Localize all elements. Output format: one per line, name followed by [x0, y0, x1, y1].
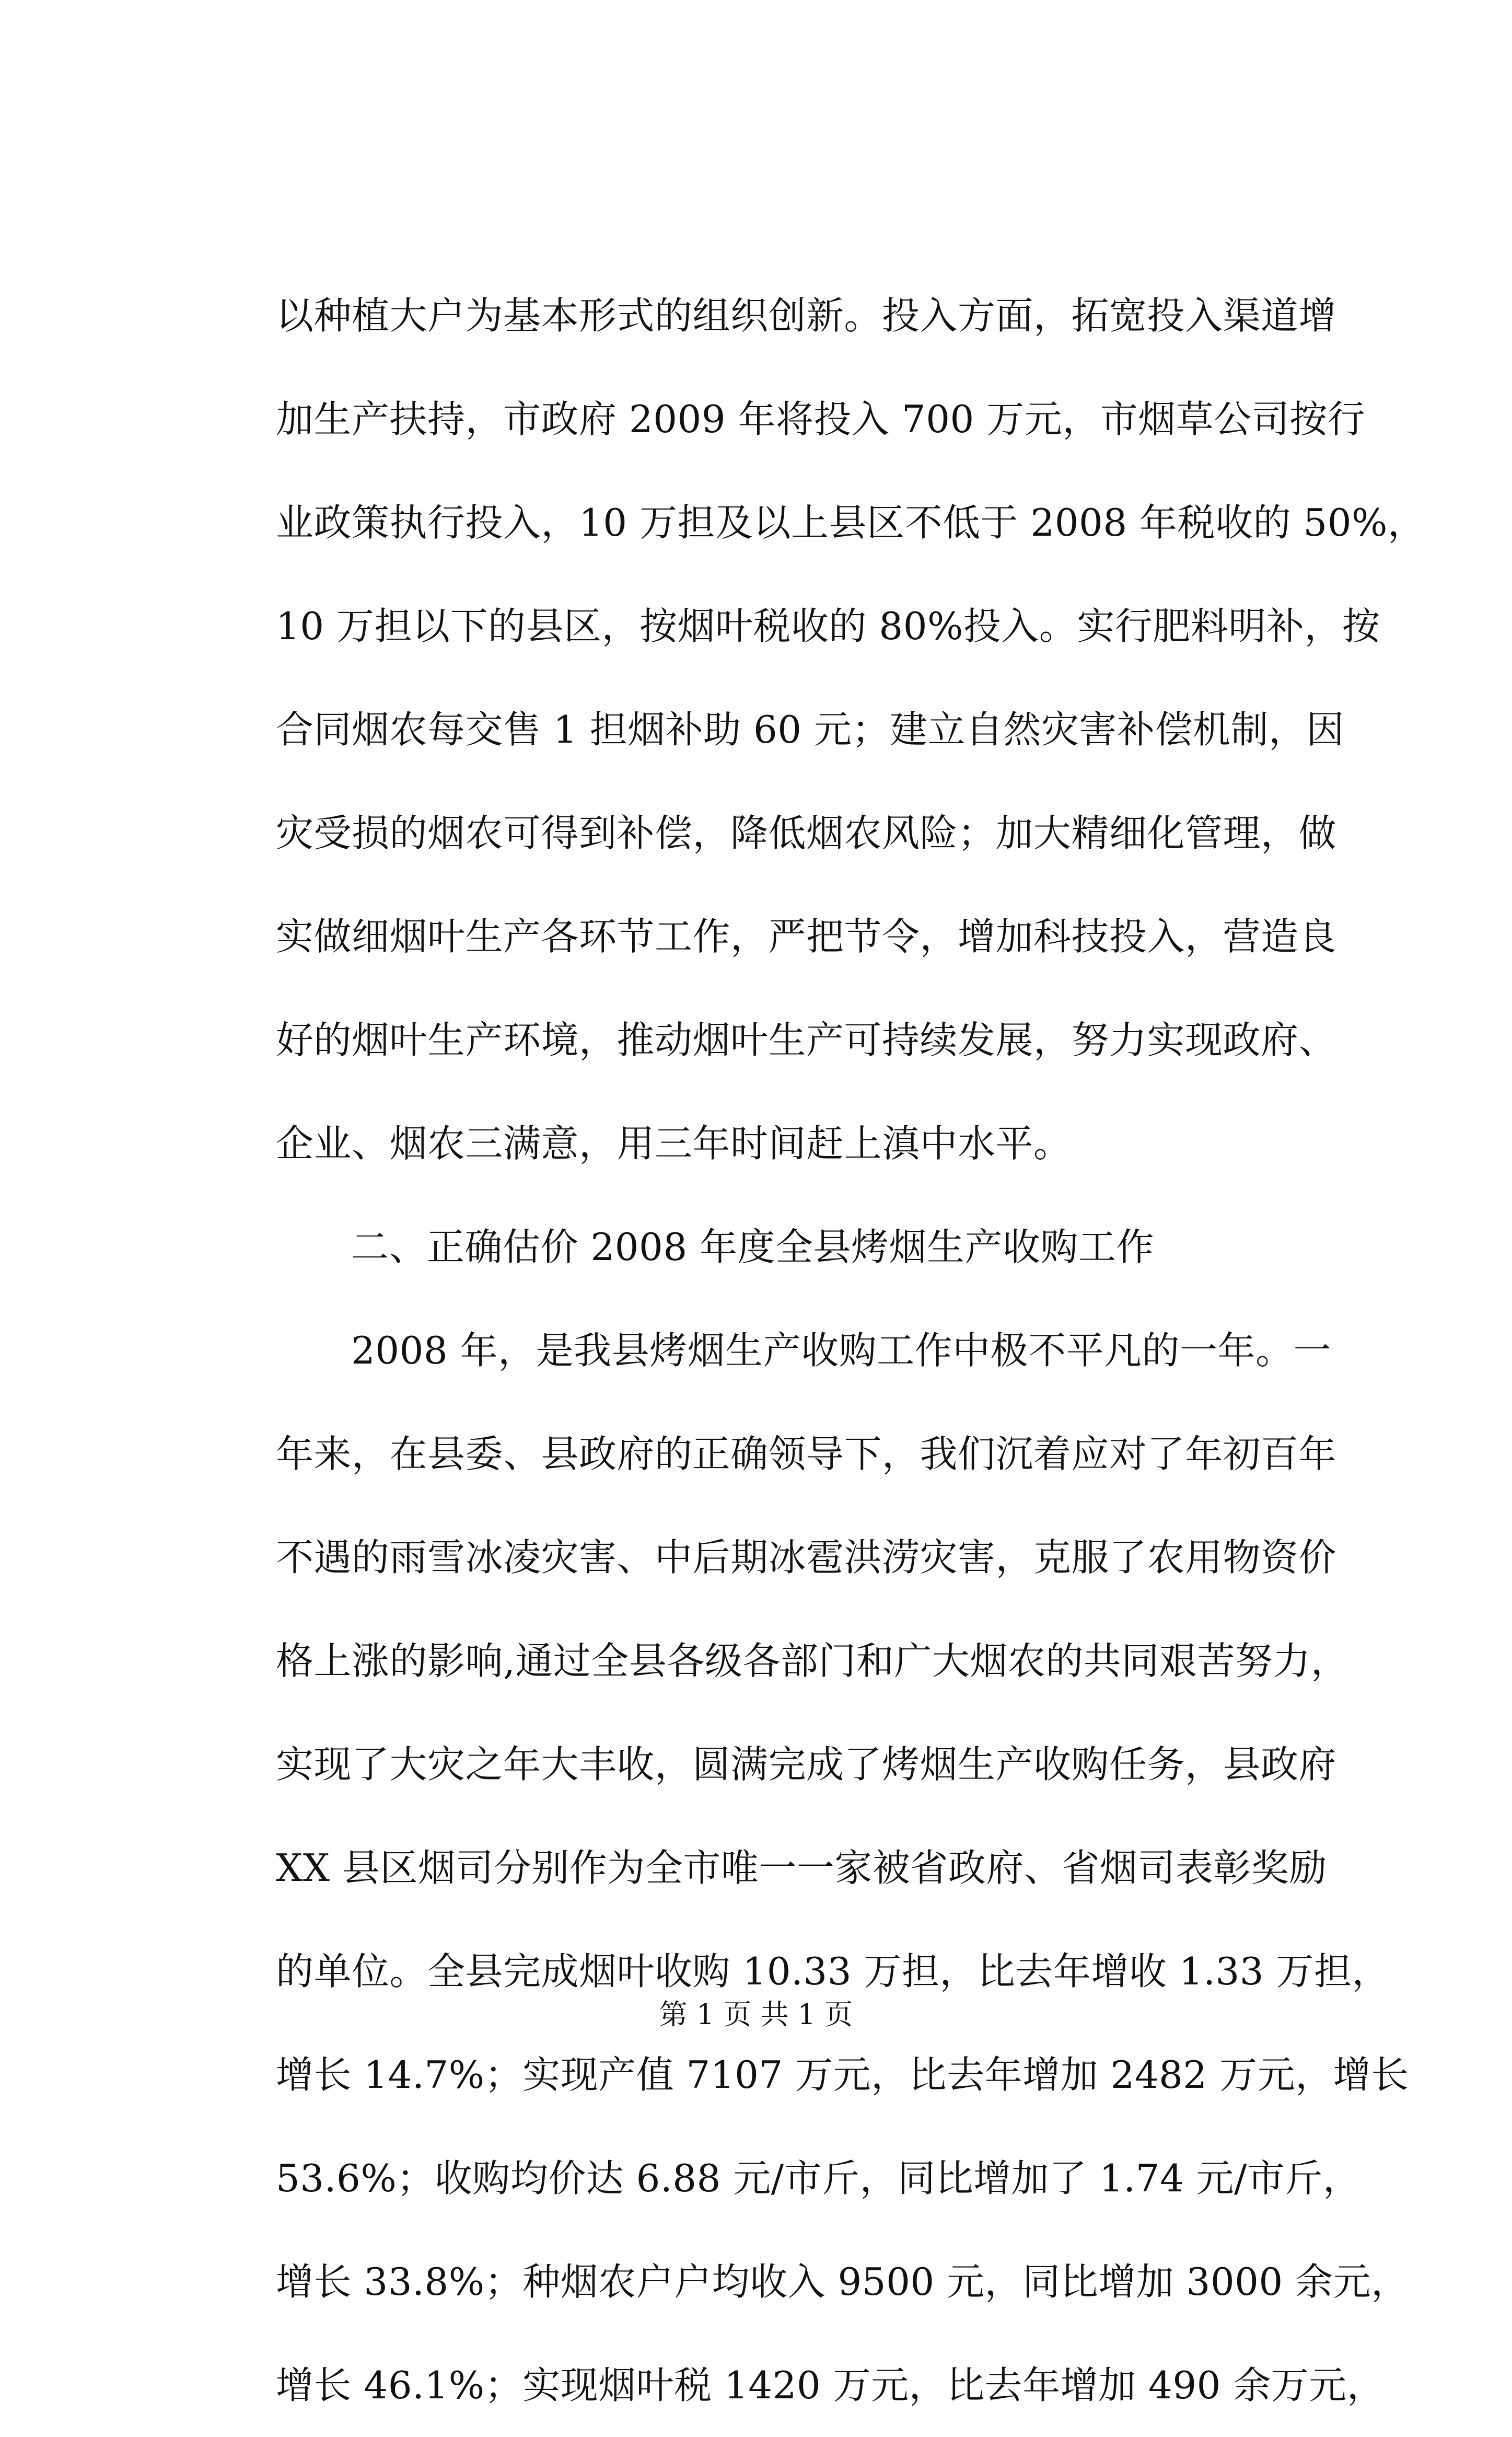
text-line: 业政策执行投入，10 万担及以上县区不低于 2008 年税收的 50%，	[276, 501, 1426, 545]
text-line: 合同烟农每交售 1 担烟补助 60 元；建立自然灾害补偿机制，因	[276, 708, 1344, 752]
text-line: 2008 年，是我县烤烟生产收购工作中极不平凡的一年。一	[351, 1329, 1332, 1372]
text-line: 53.6%；收购均价达 6.88 元/市斤，同比增加了 1.74 元/市斤，	[276, 2156, 1361, 2200]
text-line: 以种植大户为基本形式的组织创新。投入方面，拓宽投入渠道增	[276, 294, 1337, 338]
text-line: 灾受损的烟农可得到补偿，降低烟农风险；加大精细化管理，做	[276, 811, 1337, 855]
text-line: 企业、烟农三满意，用三年时间赶上滇中水平。	[276, 1122, 1072, 1165]
text-line: 增长 33.8%；种烟农户户均收入 9500 元，同比增加 3000 余元，	[276, 2260, 1409, 2304]
text-line: XX 县区烟司分别作为全市唯一一家被省政府、省烟司表彰奖励	[276, 1846, 1327, 1890]
page-footer: 第 1 页 共 1 页	[659, 1998, 853, 2031]
document-body	[276, 264, 1426, 2437]
text-line: 实现了大灾之年大丰收，圆满完成了烤烟生产收购任务，县政府	[276, 1742, 1337, 1786]
text-line: 好的烟叶生产环境，推动烟叶生产可持续发展，努力实现政府、	[276, 1018, 1337, 1062]
text-line: 年来，在县委、县政府的正确领导下，我们沉着应对了年初百年	[276, 1432, 1337, 1476]
text-line: 不遇的雨雪冰凌灾害、中后期冰雹洪涝灾害，克服了农用物资价	[276, 1535, 1337, 1579]
text-line: 的单位。全县完成烟叶收购 10.33 万担，比去年增收 1.33 万担，	[276, 1949, 1390, 1993]
text-line: 格上涨的影响,通过全县各级各部门和广大烟农的共同艰苦努力，	[276, 1639, 1349, 1683]
section-heading: 二、正确估价 2008 年度全县烤烟生产收购工作	[351, 1225, 1155, 1269]
text-line: 实做细烟叶生产各环节工作，严把节令，增加科技投入，营造良	[276, 915, 1337, 958]
text-line: 加生产扶持，市政府 2009 年将投入 700 万元，市烟草公司按行	[276, 397, 1366, 441]
text-line: 增长 46.1%；实现烟叶税 1420 万元，比去年增加 490 余万元，	[276, 2363, 1385, 2407]
text-line: 增长 14.7%；实现产值 7107 万元，比去年增加 2482 万元，增长	[276, 2053, 1409, 2097]
text-line: 10 万担以下的县区，按烟叶税收的 80%投入。实行肥料明补，按	[276, 604, 1380, 648]
